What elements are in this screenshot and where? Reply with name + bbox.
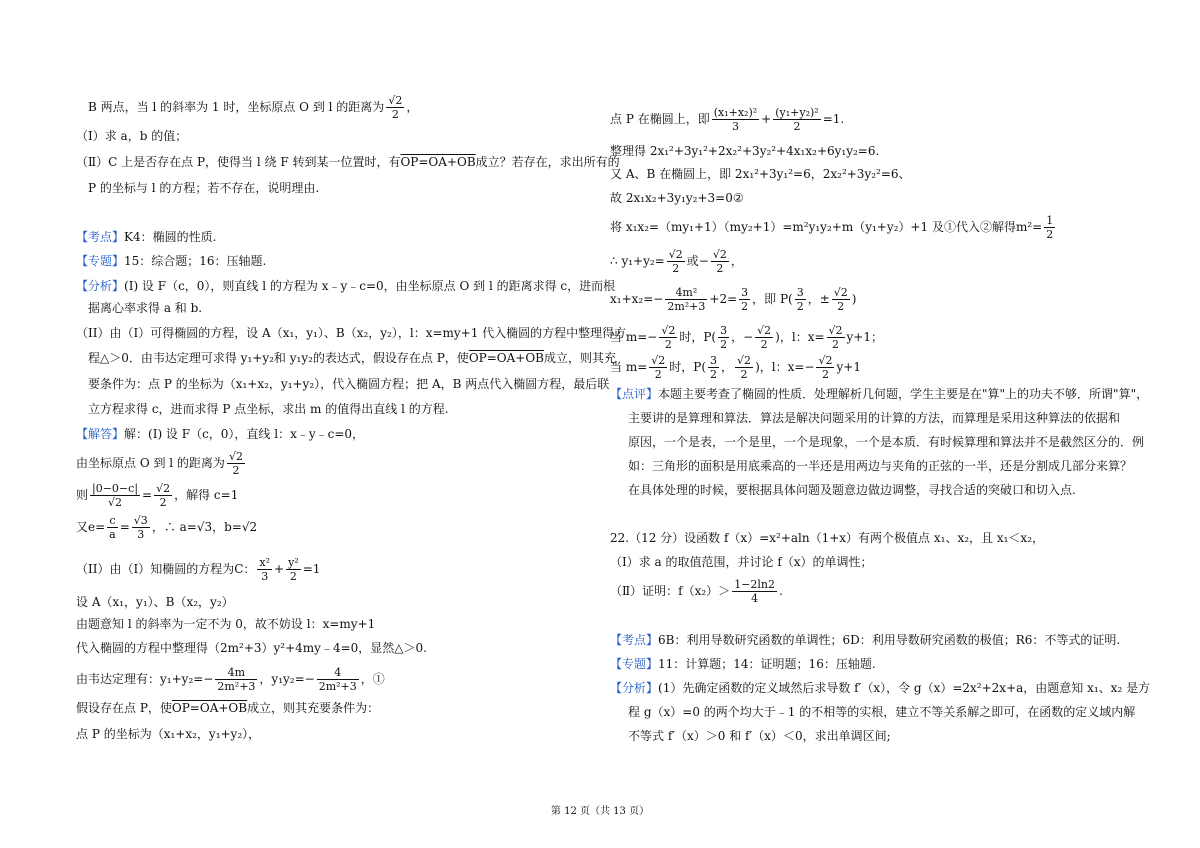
fraction [90, 482, 140, 509]
jieda-line: 由题意知 l 的斜率为一定不为 0，故不妨设 l：x=my+1 [76, 617, 376, 631]
fraction [154, 482, 172, 509]
numerator: √2 [833, 286, 848, 299]
denominator: 2 [796, 300, 804, 313]
question-22-part-1: （Ⅰ）求 a 的取值范围，并讨论 f（x）的单调性； [610, 555, 873, 569]
text: （II）由（I）知椭圆的方程为 [76, 562, 235, 576]
numerator: √2 [818, 354, 833, 367]
fraction [735, 354, 753, 381]
text: ，即 P( [752, 292, 793, 306]
denominator: 2 [664, 338, 672, 351]
fraction [1044, 214, 1055, 241]
numerator: |0−0−c| [92, 482, 139, 495]
numerator: 3 [720, 324, 728, 337]
denominator: 2 [1046, 228, 1054, 241]
text: x₁+x₂=− [610, 292, 664, 306]
problem-part-2 [76, 152, 620, 172]
denominator: 2 [391, 108, 399, 121]
problem-part-1: （Ⅰ）求 a，b 的值； [76, 129, 188, 143]
text: ，∴ a=√3，b=√2 [151, 520, 258, 534]
fraction [667, 248, 685, 275]
jieda-line: 点 P 的坐标为（x₁+x₂，y₁+y₂）， [76, 727, 261, 741]
text: 或− [686, 254, 709, 268]
fraction [739, 286, 750, 313]
denominator: 2 [289, 570, 297, 583]
text: 本题主要考查了椭圆的性质．处理解析几何题，学生主要是在"算"上的功夫不够．所谓"算"， [658, 387, 1149, 401]
text: +2= [709, 292, 738, 306]
jieda [76, 424, 364, 444]
denominator: 2 [821, 368, 829, 381]
text: ，− [731, 330, 754, 344]
numerator: √3 [133, 514, 148, 527]
denominator: 2 [654, 368, 662, 381]
text: y+1； [846, 330, 884, 344]
fenxi-line: 要条件为：点 P 的坐标为（x₁+x₂，y₁+y₂），代入椭圆方程；把 A，B 两点代入椭圆方程，最后联 [88, 377, 610, 391]
text: . [779, 584, 783, 598]
sol-line [610, 248, 743, 275]
section-tag: 【专题】 [610, 657, 659, 671]
text: ∴ y₁+y₂= [610, 254, 665, 268]
numerator: 4m² [665, 286, 707, 300]
dianping-line: 原因，一个是表，一个是里，一个是现象，一个是本质．有时候算理和算法并不是截然区分的．例 [628, 435, 1145, 449]
denominator: 2m²+3 [667, 300, 706, 313]
fraction [132, 514, 150, 541]
text: 15：综合题；16：压轴题. [124, 254, 267, 268]
text: ，y₁y₂=− [259, 672, 315, 686]
problem-line [88, 94, 418, 121]
fenxi-line: 立方程求得 c，进而求得 P 点坐标，求出 m 的值得出直线 l 的方程. [88, 402, 449, 416]
sol-line [610, 214, 1057, 241]
numerator: 3 [796, 286, 804, 299]
jieda-line: 代入椭圆的方程中整理得（2m²+3）y²+4my﹣4=0，显然△＞0. [76, 641, 427, 655]
sol-line [610, 286, 856, 313]
denominator: √2 [108, 496, 123, 509]
text: 成立？若存在，求出所有的 [475, 155, 620, 169]
fenxi-22 [610, 678, 1150, 698]
denominator: 2 [837, 300, 845, 313]
numerator: y² [288, 556, 299, 569]
numerator: (y₁+y₂)² [775, 106, 819, 119]
text: e= [88, 520, 106, 534]
jieda-line [76, 556, 320, 583]
text: 11：计算题；14：证明题；16：压轴题. [658, 657, 876, 671]
sol-line: 故 2x₁x₂+3y₁y₂+3=0② [610, 191, 744, 205]
zhuanti [76, 251, 266, 271]
text: =1 [302, 562, 321, 576]
numerator: 4 [317, 666, 359, 680]
text: + [274, 562, 285, 576]
fraction [107, 514, 118, 541]
text: ) [851, 292, 857, 306]
text: + [761, 112, 772, 126]
fraction [755, 324, 773, 351]
text: =1. [822, 112, 845, 126]
numerator: √2 [757, 324, 772, 337]
fenxi-line: 据离心率求得 a 和 b. [88, 301, 203, 315]
text: 假设存在点 P，使 [76, 701, 172, 715]
text: 时，P( [669, 360, 707, 374]
text: 当 m= [610, 360, 648, 374]
text: 成立，则其充 [544, 351, 617, 365]
jieda-line: 设 A（x₁，y₁）、B（x₂，y₂） [76, 595, 234, 609]
denominator: 2m²+3 [318, 680, 357, 693]
numerator: c [107, 514, 118, 528]
text: ，① [360, 672, 385, 686]
numerator: √2 [661, 324, 676, 337]
kaodian-22 [610, 630, 1120, 650]
numerator: √2 [156, 482, 171, 495]
text: 6B：利用导数研究函数的单调性；6D：利用导数研究函数的极值；R6：不等式的证明. [658, 633, 1121, 647]
section-tag: 【考点】 [76, 230, 125, 244]
text: 程△＞0．由韦达定理可求得 y₁+y₂和 y₁y₂的表达式，假设存在点 P，使 [88, 351, 469, 365]
problem-line: P 的坐标与 l 的方程；若不存在，说明理由. [88, 181, 320, 195]
text: 当 m=− [610, 330, 658, 344]
jieda-line [76, 666, 385, 693]
text: (1）先确定函数的定义域然后求导数 f′（x），令 g（x）=2x²+2x+a，由题意知 x₁、x₂ 是方 [658, 681, 1151, 695]
fraction [659, 324, 677, 351]
text: m²= [1015, 220, 1043, 234]
fraction [215, 666, 257, 693]
denominator: 4 [751, 592, 759, 605]
numerator: √2 [668, 248, 683, 261]
numerator: √2 [712, 248, 727, 261]
numerator: √2 [228, 450, 243, 463]
denominator: 2 [232, 464, 240, 477]
numerator: 3 [741, 286, 749, 299]
section-tag: 【解答】 [76, 427, 125, 441]
fraction [827, 324, 845, 351]
fraction [665, 286, 707, 313]
fraction [649, 354, 667, 381]
section-tag: 【分析】 [610, 681, 659, 695]
numerator: √2 [828, 324, 843, 337]
text: （Ⅱ）证明：f（x₂）＞ [610, 584, 731, 598]
fraction [386, 94, 404, 121]
denominator: 2 [710, 368, 718, 381]
text: 又 [76, 520, 89, 534]
text: ，± [807, 292, 830, 306]
denominator: 3 [137, 528, 145, 541]
jieda-line [76, 482, 238, 509]
text: 由坐标原点 O 到 l 的距离为 [76, 456, 225, 470]
fenxi-line: （II）由（I）可得椭圆的方程，设 A（x₁，y₁）、B（x₂，y₂），l：x=my+1 代入椭圆的方程中整理得方 [76, 326, 627, 340]
denominator: 3 [261, 570, 269, 583]
numerator: √2 [651, 354, 666, 367]
denominator: 2 [760, 338, 768, 351]
text: )，l：x= [775, 330, 825, 344]
numerator: 4m [215, 666, 257, 680]
page-footer: 第 12 页（共 13 页） [550, 806, 650, 817]
denominator: 2 [793, 120, 801, 133]
dianping-line: 如：三角形的面积是用底乘高的一半还是用两边与夹角的正弦的一半，还是分割成几部分来算？ [628, 459, 1133, 473]
section-tag: 【点评】 [610, 387, 659, 401]
section-tag: 【专题】 [76, 254, 125, 268]
sol-line: 整理得 2x₁²+3y₁²+2x₂²+3y₂²+4x₁x₂+6y₁y₂=6. [610, 144, 880, 158]
fraction [227, 450, 245, 477]
dianping-line: 在具体处理的时候，要根据具体问题及题意边做边调整，寻找合适的突破口和切入点. [628, 483, 1076, 497]
fraction [286, 556, 301, 583]
text: 则 [76, 488, 89, 502]
text: 由韦达定理有： [76, 672, 161, 686]
numerator: 3 [710, 354, 718, 367]
text: ， [730, 254, 743, 268]
denominator: 2 [741, 300, 749, 313]
question-22-part-2 [610, 578, 783, 605]
zhuanti-22 [610, 654, 876, 674]
fraction [257, 556, 272, 583]
text: 时，P( [679, 330, 717, 344]
sol-line [610, 354, 861, 381]
jieda-line [76, 514, 257, 541]
text: = [142, 488, 153, 502]
denominator: a [109, 528, 116, 541]
fraction [795, 286, 806, 313]
fraction [711, 248, 729, 275]
fenxi-22-line: 不等式 f′（x）＞0 和 f′（x）＜0，求出单调区间; [628, 729, 891, 743]
section-tag: 【考点】 [610, 633, 659, 647]
text: y+1 [836, 360, 861, 374]
denominator: 2m²+3 [217, 680, 256, 693]
numerator: 1 [1046, 214, 1054, 227]
numerator: x² [259, 556, 271, 569]
section-tag: 【分析】 [76, 279, 125, 293]
vector-eq: OP=OA+OB [171, 701, 248, 715]
text: B 两点，当 l 的斜率为 1 时，坐标原点 O 到 l 的距离为 [88, 100, 385, 114]
denominator: 2 [716, 262, 724, 275]
fraction [832, 286, 850, 313]
text: ， [721, 360, 734, 374]
fraction [816, 354, 834, 381]
fraction [708, 354, 719, 381]
sol-line [610, 324, 883, 351]
fenxi-line [88, 348, 616, 368]
vector-eq: OP=OA+OB [468, 351, 544, 365]
text: （Ⅱ）C 上是否存在点 P，使得当 l 绕 F 转到某一位置时，有 [76, 155, 401, 169]
dianping [610, 384, 1148, 404]
text: ， [406, 100, 419, 114]
numerator: √2 [388, 94, 403, 107]
numerator: 1−2ln2 [734, 578, 776, 591]
denominator: 3 [731, 120, 739, 133]
vector-eq: OP=OA+OB [400, 155, 476, 169]
numerator: √2 [737, 354, 752, 367]
text: C： [234, 562, 256, 576]
text: 将 x₁x₂=（my₁+1）（my₂+1）=m²y₁y₂+m（y₁+y₂）+1 及①代入②解得 [610, 220, 1016, 234]
question-22: 22.（12 分）设函数 f（x）=x²+aln（1+x）有两个极值点 x₁、x₂，且 x₁＜x₂， [610, 531, 1044, 545]
text: y₁+y₂=− [160, 672, 214, 686]
text: 解：(I) 设 F（c，0），直线 l：x﹣y﹣c=0， [124, 427, 365, 441]
kaodian [76, 227, 216, 247]
text: )，l：x=− [755, 360, 815, 374]
denominator: 2 [832, 338, 840, 351]
text: K4：椭圆的性质. [124, 230, 217, 244]
denominator: 2 [159, 496, 167, 509]
denominator: 2 [672, 262, 680, 275]
numerator: (x₁+x₂)² [713, 106, 758, 119]
text: 成立，则其充要条件为： [247, 701, 380, 715]
sol-line: 又 A、B 在椭圆上，即 2x₁²+3y₁²=6，2x₂²+3y₂²=6、 [610, 167, 911, 181]
fenxi [76, 276, 615, 296]
fraction [317, 666, 359, 693]
fraction [732, 578, 777, 605]
text: (I) 设 F（c，0），则直线 l 的方程为 x﹣y﹣c=0，由坐标原点 O 到 l 的距离求得 c，进而根 [124, 279, 616, 293]
fenxi-22-line: 程 g（x）=0 的两个均大于﹣1 的不相等的实根，建立不等关系解之即可，在函数的定义域内解 [628, 705, 1136, 719]
fraction [718, 324, 729, 351]
denominator: 2 [740, 368, 748, 381]
jieda-line [76, 698, 379, 718]
fraction [773, 106, 820, 133]
dianping-line: 主要讲的是算理和算法．算法是解决问题采用的计算的方法，而算理是采用这种算法的依据和 [628, 411, 1121, 425]
text: ，解得 c=1 [174, 488, 239, 502]
fraction [712, 106, 759, 133]
denominator: 2 [720, 338, 728, 351]
text: = [119, 520, 130, 534]
text: 点 P 在椭圆上，即 [610, 112, 710, 126]
jieda-line [76, 450, 247, 477]
sol-line [610, 106, 844, 133]
